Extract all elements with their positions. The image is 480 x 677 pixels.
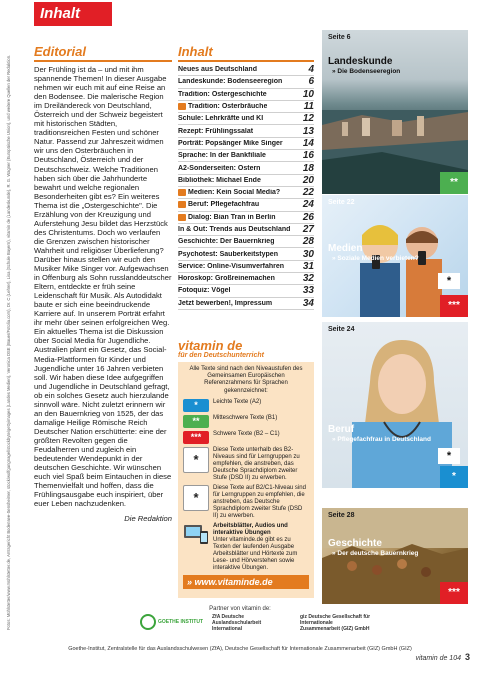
toc-item-label: Tradition: Ostergeschichte	[178, 90, 267, 98]
toc-item-label: Horoskop: Großreinemachen	[178, 275, 275, 283]
toc-item-title	[178, 91, 267, 98]
toc-item-title	[178, 189, 280, 196]
dsd-text-2: Diese Texte auf B2/C1-Niveau sind für Lerngruppen zu empfehlen, die anstreben, das Deutsche Sprachdiplom zweiter Stufe (DSD II) zu erwerben.	[213, 484, 306, 519]
toc-row[interactable]	[178, 187, 314, 199]
card-headline: Medien	[328, 243, 363, 254]
giz-logo-text: giz Deutsche Gesellschaft für Internationale Zusammenarbeit (GIZ) GmbH	[300, 614, 371, 632]
editorial-title: Editorial	[34, 44, 172, 62]
toc-item-title	[178, 263, 284, 270]
vitamin-subtitle: für den Deutschunterricht	[178, 352, 264, 359]
toc-item-label: Geschichte: Der Bauernkrieg	[178, 238, 275, 246]
toc-row[interactable]	[178, 212, 314, 224]
toc-item-label: Landeskunde: Bodenseeregion	[178, 78, 283, 86]
audio-worksheet-icon	[178, 103, 186, 110]
vitamin-title: vitamin de	[178, 338, 243, 353]
audio-worksheet-icon	[178, 214, 186, 221]
toc-item-title	[178, 238, 274, 245]
toc-item-page: 30	[302, 248, 314, 260]
toc-item-page: 31	[302, 260, 314, 272]
level-a2	[183, 399, 309, 412]
toc-item-title	[178, 275, 275, 282]
toc-row[interactable]	[178, 150, 314, 162]
toc-item-label: In & Out: Trends aus Deutschland	[178, 226, 291, 233]
toc-item-label: Medien: Kein Social Media?	[188, 189, 281, 197]
card-subline: » Die Bodenseeregion	[332, 68, 401, 75]
online-materials-desc: Unter vitaminde.de gibt es zu Texten der laufenden Ausgabe Arbeitsblätter und Hörtexte zum Lese- und Hörverstehen sowie interaktive Übungen.	[213, 536, 298, 571]
toc-item-page: 34	[302, 297, 314, 309]
toc-item-page: 16	[302, 150, 314, 162]
table-of-contents	[178, 44, 314, 310]
toc-item-page: 33	[302, 285, 314, 297]
section-tab: Inhalt	[34, 2, 112, 26]
feature-card-geschichte[interactable]	[322, 508, 468, 604]
website-link[interactable]: » www.vitaminde.de	[183, 575, 309, 589]
toc-row[interactable]	[178, 64, 314, 76]
toc-item-label: Tradition: Osterbräuche	[188, 103, 268, 111]
dsd-badge-1: *	[183, 447, 209, 473]
level-b2c1	[183, 431, 309, 444]
toc-item-title	[178, 251, 278, 258]
goethe-logo	[140, 614, 203, 630]
toc-item-page: 27	[302, 224, 314, 235]
toc-item-page: 32	[302, 273, 314, 285]
toc-item-title	[178, 78, 282, 85]
dsd-level-2	[183, 485, 309, 520]
toc-item-page: 22	[302, 187, 314, 199]
vitamin-heading	[178, 338, 314, 359]
zfa-logo-text: ZfA Deutsche Auslandsschularbeit International	[212, 614, 262, 632]
level-badge-b2c1: ***	[440, 295, 468, 317]
toc-item-title	[178, 201, 259, 208]
toc-item-label: Beruf: Pflegefachfrau	[188, 201, 260, 209]
vitamin-intro: Alle Texte sind nach den Niveaustufen des Gemeinsamen Europäischen Referenzrahmens für Sprachen gekennzeichnet:	[189, 366, 303, 394]
toc-item-title	[178, 287, 231, 294]
feature-card-landeskunde[interactable]	[322, 30, 468, 194]
toc-item-label: Fotoquiz: Vögel	[178, 287, 231, 295]
toc-item-title	[178, 128, 253, 135]
zfa-logo	[212, 614, 282, 632]
page-number-value: 3	[464, 652, 470, 662]
toc-row[interactable]	[178, 125, 314, 137]
level-badge-b2c1: ***	[183, 431, 209, 444]
toc-item-page: 28	[302, 236, 314, 248]
toc-row[interactable]	[178, 101, 314, 113]
toc-item-title	[178, 300, 272, 307]
toc-item-title	[178, 115, 263, 122]
toc-item-page: 10	[302, 88, 314, 100]
online-materials-title: Arbeitsblätter, Audios und interaktive Übungen	[213, 522, 288, 536]
toc-row[interactable]	[178, 273, 314, 285]
toc-item-title	[178, 165, 260, 172]
level-badge-b1: **	[183, 415, 209, 428]
partners-label: Partner von vitamin de:	[209, 606, 271, 612]
toc-item-label: Jetzt bewerben!, Impressum	[178, 299, 273, 307]
magazine-name: vitamin de 104	[415, 655, 461, 662]
toc-item-page: 13	[302, 125, 314, 137]
toc-item-label: A2-Sonderseiten: Ostern	[178, 164, 261, 172]
vitamin-box	[178, 362, 314, 598]
toc-item-title	[178, 66, 257, 73]
toc-row[interactable]	[178, 224, 314, 236]
toc-row[interactable]	[178, 89, 314, 101]
level-badge-b1: **	[440, 172, 468, 194]
toc-item-page: 6	[308, 76, 314, 88]
toc-row[interactable]	[178, 162, 314, 174]
toc-item-title	[178, 214, 276, 221]
level-badge-a2: *	[183, 399, 209, 412]
dsd-badge-2: *	[183, 485, 209, 511]
dsd-text-1: Diese Texte unterhalb des B2-Niveaus sind für Lerngruppen zu empfehlen, die anstreben, das Deutsche Sprachdiplom zweiter Stufe (DSD II) zu erwerben.	[213, 446, 300, 481]
toc-row[interactable]	[178, 248, 314, 260]
toc-item-page: 4	[308, 64, 314, 76]
online-materials-text	[209, 523, 309, 572]
toc-item-title	[178, 177, 261, 184]
toc-item-label: Psychotest: Sauberkeitstypen	[178, 250, 278, 258]
toc-item-label: Porträt: Popsänger Mike Singer	[178, 139, 283, 147]
level-b1	[183, 415, 309, 428]
level-text-b2c1: Schwere Texte (B2 – C1)	[213, 430, 280, 437]
dsd-badge: *	[438, 448, 460, 464]
level-badge-b2c1: ***	[440, 582, 468, 604]
dsd-badge: *	[438, 273, 460, 289]
toc-item-title	[178, 103, 267, 110]
toc-item-title	[178, 226, 290, 233]
feature-card-medien[interactable]	[322, 195, 468, 317]
toc-row[interactable]	[178, 285, 314, 297]
toc-item-label: Sprache: In der Bankfiliale	[178, 152, 266, 160]
level-badge-a2: *	[440, 466, 468, 488]
toc-list	[178, 64, 314, 310]
toc-item-label: Rezept: Frühlingssalat	[178, 127, 254, 135]
card-page-label: Seite 6	[328, 34, 351, 41]
toc-item-page: 24	[302, 199, 314, 211]
toc-row[interactable]	[178, 175, 314, 187]
toc-item-title	[178, 140, 283, 147]
toc-item-page: 20	[302, 174, 314, 186]
card-subline: » Pflegefachfrau in Deutschland	[332, 436, 431, 443]
toc-item-title	[178, 152, 266, 159]
editorial	[34, 44, 172, 523]
editorial-signature: Die Redaktion	[124, 514, 172, 524]
photo-credits: Fotos: Mühlstetter/www.mühlstetter.de, Amtsgericht Bodensee-Sensheimer, stock/wolfgangnagel/stockbyte/gettyimages (Landes Medien), Veronica DSE (Bauer/Fotolia.com), Dr. C (Lehrer), Lisa (Schule Bayern), vitamin de (Landeskunde), R. G. Wagner (Europäische Union), und weitere Quellen der Redaktion.	[6, 54, 11, 630]
card-page-label: Seite 22	[328, 199, 355, 206]
giz-logo	[300, 614, 374, 632]
toc-row[interactable]	[178, 76, 314, 88]
feature-card-beruf[interactable]	[322, 322, 468, 488]
card-headline: Geschichte	[328, 538, 382, 549]
card-headline: Beruf	[328, 424, 355, 435]
toc-item-page: 26	[302, 211, 314, 223]
editorial-body: Der Frühling ist da – und mit ihm spannende Themen! In dieser Ausgabe nehmen wir euch mit auf eine Reise an den Bodensee. Die malerische Region im Dreiländereck von Deutschland, Österreich und der Schweiz begeistert mit historischen Städten, traditionsreichen Festen und schöner Natur. Passend zur Jahreszeit widmen wir uns den Osterbräuchen in Deutschland, Österreich und der Deutschschweiz. Welche Traditionen haben sich über die Jahrhunderte bewahrt und welche regionalen Besonderheiten gibt es? Ein weiteres Thema ist die „Ostergeschichte". Die Erzählung von der Kreuzigung und Auferstehung Jesu bildet das Herzstück des Christentums. Doch wo verlaufen die Grenzen zwischen historischer Wahrheit und religiöser Überlieferung? Darüber hinaus stellen wir euch den Musiker Mike Singer vor. Aufgewachsen in Offenburg als Sohn russlanddeutscher Eltern, entdeckte er früh seine Leidenschaft für Musik. Als Autodidakt baute er sich eine beeindruckende Karriere auf. In unserem Porträt erfahrt ihr mehr über seinen erfolgreichen Weg. Ein aktuelles Thema ist die Diskussion über Social Media für Jugendliche. Australien plant ein Gesetz, das Social-Media-Plattformen für Kinder und Jugendliche unter 16 Jahren verbieten soll. Wir haben diese Idee aufgegriffen und Jugendliche in Deutschland gefragt, ob ein solches Gesetz auch hierzulande sinnvoll wäre. Nicht zuletzt erinnern wir an den Bauernkrieg von 1525, der das damalige Heilige Römische Reich Deutscher Nation erschütterte: eine der größten Revolten gegen die Feudalherren und zugleich ein bedeutender Wendepunkt in der deutschen Geschichte. Wir wünschen euch viel Spaß beim Eintauchen in diese Themenvielfalt und hoffen, dass die Frühlingsausgabe euch inspiriert, über euer Leben nachzudenken.	[34, 65, 172, 509]
toc-row[interactable]	[178, 261, 314, 273]
toc-title: Inhalt	[178, 44, 314, 62]
toc-item-page: 18	[302, 162, 314, 174]
toc-row[interactable]	[178, 199, 314, 211]
level-text-b1: Mitteschwere Texte (B1)	[213, 414, 278, 421]
toc-item-label: Schule: Lehrkräfte und KI	[178, 115, 264, 123]
toc-item-page: 14	[302, 137, 314, 149]
dsd-level-1	[183, 447, 309, 482]
card-page-label: Seite 24	[328, 326, 355, 333]
goethe-logo-text: GOETHE INSTITUT	[158, 619, 203, 625]
toc-item-label: Bibliothek: Michael Ende	[178, 176, 261, 184]
toc-row[interactable]	[178, 298, 314, 310]
toc-item-label: Dialog: Bian Tran in Berlin	[188, 213, 276, 221]
audio-worksheet-icon	[178, 189, 186, 196]
page-number	[415, 652, 470, 662]
toc-item-page: 11	[303, 101, 314, 113]
card-subline: » Soziale Medien verbieten?	[332, 255, 419, 262]
card-headline: Landeskunde	[328, 56, 393, 67]
toc-row[interactable]	[178, 138, 314, 150]
card-page-label: Seite 28	[328, 512, 355, 519]
toc-item-page: 12	[302, 113, 314, 125]
card-subline: » Der deutsche Bauernkrieg	[332, 550, 419, 557]
level-text-a2: Leichte Texte (A2)	[213, 398, 262, 405]
online-materials	[183, 523, 309, 572]
audio-worksheet-icon	[178, 201, 186, 208]
toc-row[interactable]	[178, 236, 314, 248]
toc-row[interactable]	[178, 113, 314, 125]
device-icon	[183, 523, 209, 545]
toc-item-label: Neues aus Deutschland	[178, 66, 257, 74]
footer-partners-text: Goethe-Institut, Zentralstelle für das Auslandsschulwesen (ZfA), Deutsche Gesellschaft für Internationale Zusammenarbeit (GIZ) GmbH (GIZ)	[68, 646, 412, 652]
toc-item-label: Service: Online-Visumverfahren	[178, 262, 285, 270]
lake-town-illustration	[322, 30, 468, 194]
